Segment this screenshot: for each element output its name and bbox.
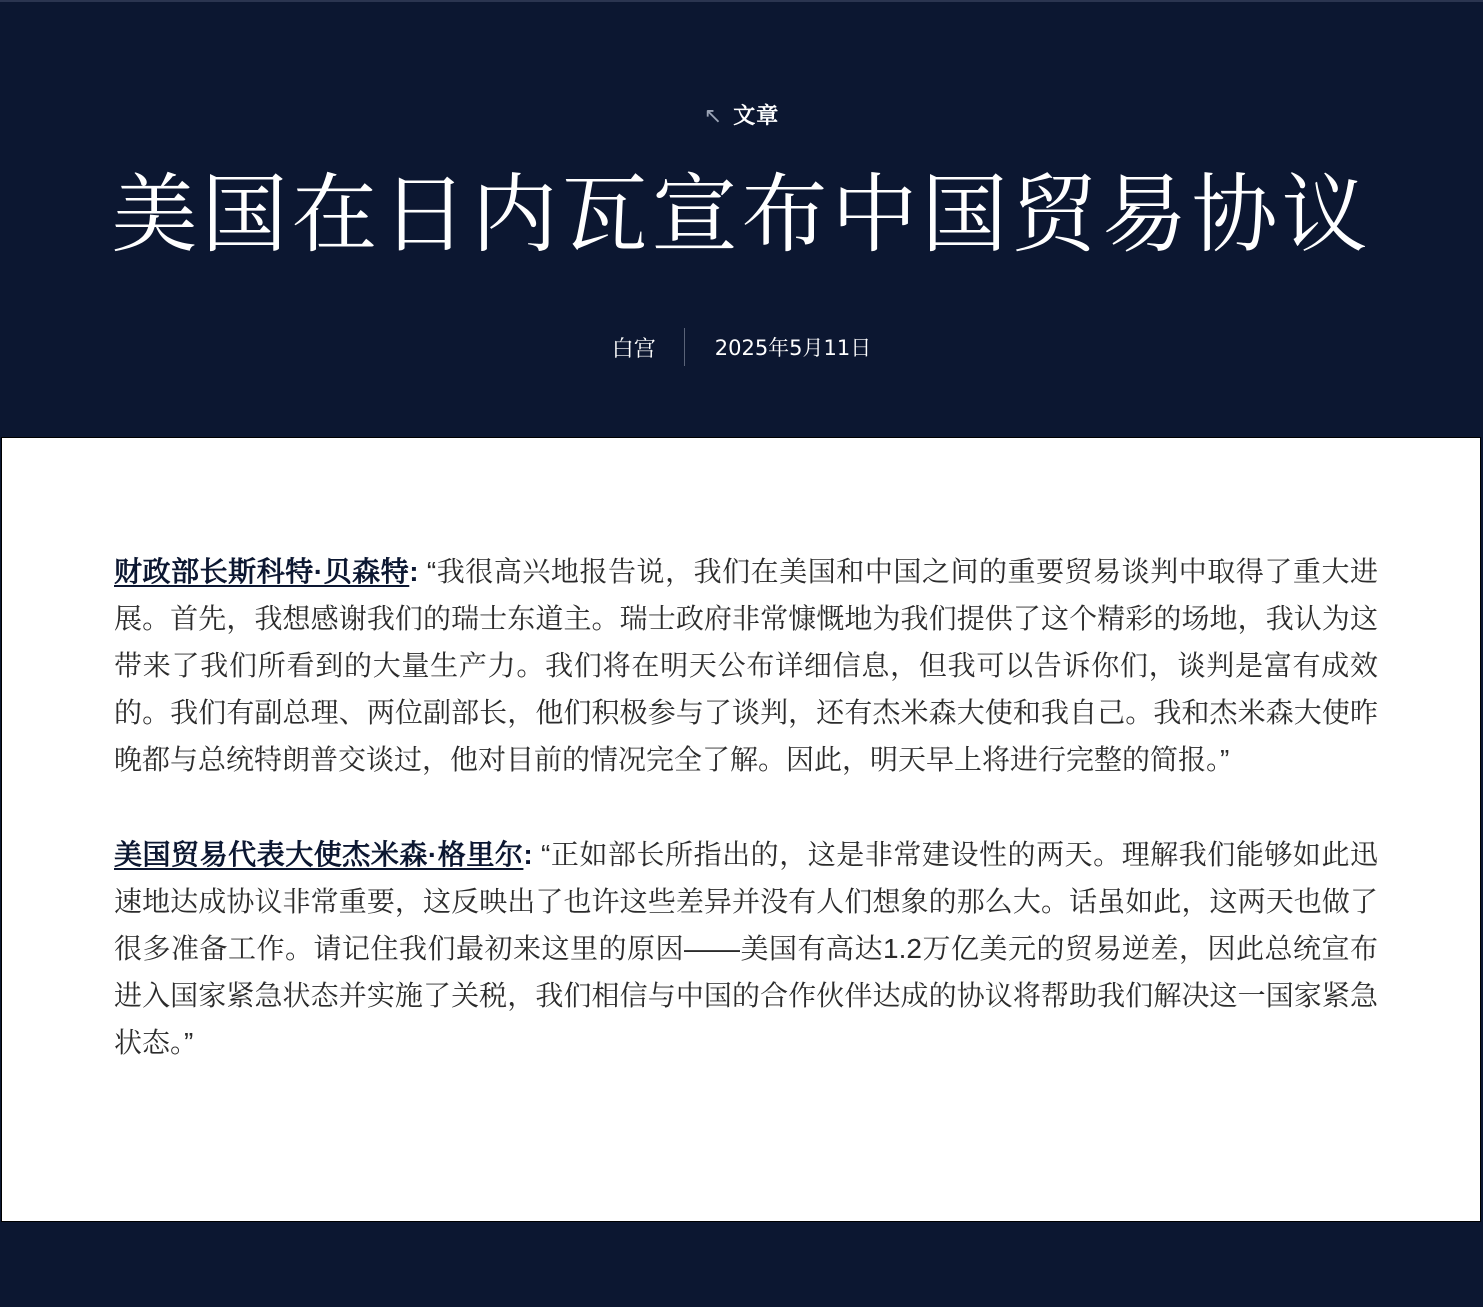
author: 白宫	[611, 336, 656, 362]
paragraph-bessent	[114, 548, 1378, 783]
speaker-link-bessent[interactable]: 财政部长斯科特·贝森特	[114, 556, 410, 587]
article-meta	[0, 326, 1483, 368]
article-header	[0, 0, 1483, 437]
page-title: 美国在日内瓦宣布中国贸易协议	[111, 165, 1372, 265]
paragraph-greer	[114, 831, 1378, 1066]
speaker-link-greer[interactable]: 美国贸易代表大使杰米森·格里尔	[114, 839, 524, 870]
quote-text: “我很高兴地报告说，我们在美国和中国之间的重要贸易谈判中取得了重大进展。首先，我想感谢我们的瑞士东道主。瑞士政府非常慷慨地为我们提供了这个精彩的场地，我认为这带来了我们所看到的大量生产力。我们将在明天公布详细信息，但我可以告诉你们，谈判是富有成效的。我们有副总理、两位副部长，他们积极参与了谈判，还有杰米森大使和我自己。我和杰米森大使昨晚都与总统特朗普交谈过，他对目前的情况完全了解。因此，明天早上将进行完整的简报。”	[114, 556, 1378, 775]
publish-date: 2025年5月11日	[714, 336, 872, 360]
category-link[interactable]	[0, 100, 1483, 134]
quote-text: “正如部长所指出的，这是非常建设性的两天。理解我们能够如此迅速地达成协议非常重要，这反映出了也许这些差异并没有人们想象的那么大。话虽如此，这两天也做了很多准备工作。请记住我们最初来这里的原因——美国有高达1.2万亿美元的贸易逆差，因此总统宣布进入国家紧急状态并实施了关税，我们相信与中国的合作伙伴达成的协议将帮助我们解决这一国家紧急状态。”	[114, 839, 1378, 1058]
arrow-up-left-icon: ↖	[703, 104, 724, 129]
speaker-colon: :	[523, 839, 533, 870]
speaker-colon: :	[409, 556, 419, 587]
article-content	[1, 437, 1481, 1222]
category-label: 文章	[733, 104, 780, 129]
article-body	[114, 548, 1378, 1114]
